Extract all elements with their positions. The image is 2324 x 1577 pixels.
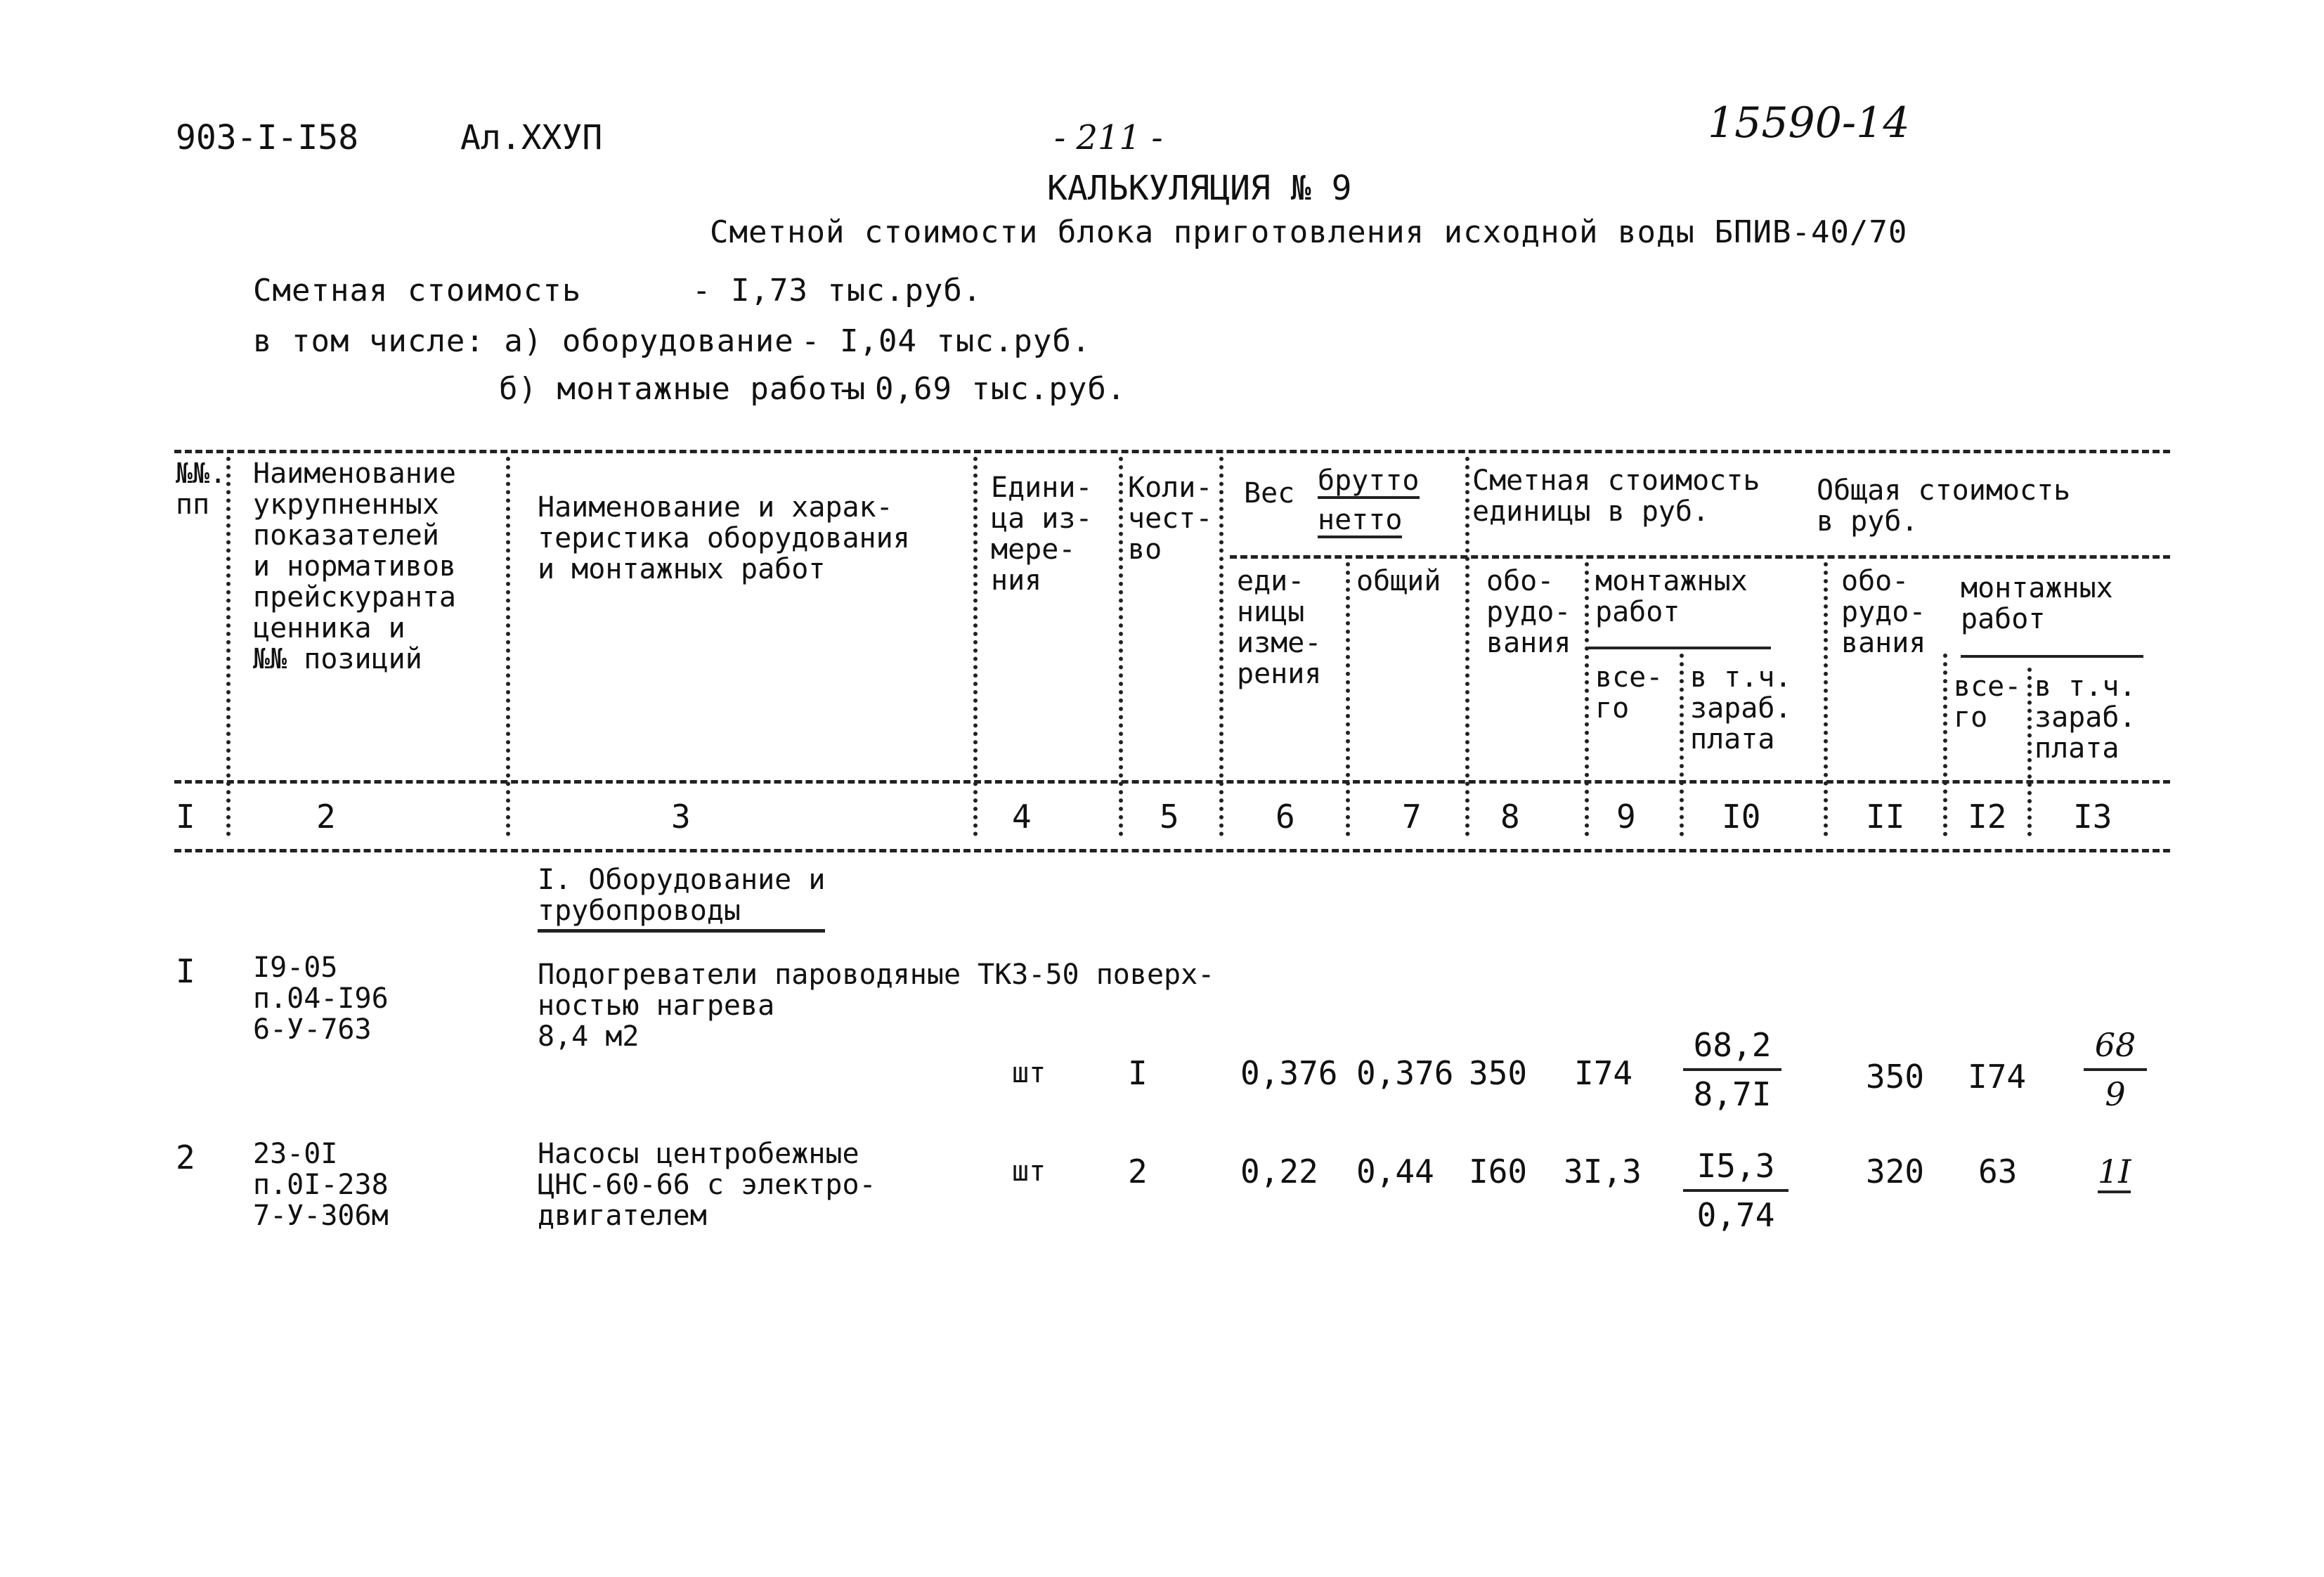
wage-denominator: 9 [2105, 1075, 2126, 1113]
header-unit-cost: Сметная стоимость единицы в руб. [1472, 465, 1760, 528]
row-total-installation-cost: I74 [1968, 1058, 2027, 1096]
header-price-reference: Наименование укрупненных показателей и нормативов прейскуранта ценника и №№ позиций [253, 457, 456, 675]
row-unit-installation-cost: 3I,3 [1564, 1153, 1642, 1190]
page-number: - 211 - [1054, 118, 1163, 157]
column-numbers-rule [174, 849, 2170, 852]
row-weight-unit: 0,376 [1240, 1054, 1338, 1092]
col-divider [506, 457, 510, 836]
column-number: 8 [1500, 798, 1520, 836]
row-equipment-name: Насосы центробежные ЦНС-60-66 с электро- двигателем [538, 1138, 876, 1232]
row-equipment-name: Подогреватели пароводяные ТКЗ-50 поверх- ностью нагрева 8,4 м2 [538, 959, 1215, 1053]
row-quantity: 2 [1128, 1153, 1148, 1190]
row-unit-installation-wage [1683, 1147, 1789, 1234]
column-number: I2 [1968, 798, 2007, 836]
row-unit-installation-cost: I74 [1574, 1054, 1633, 1092]
column-number: 2 [316, 798, 336, 836]
col-divider [973, 457, 978, 836]
row-weight-unit: 0,22 [1240, 1153, 1318, 1190]
row-weight-total: 0,44 [1356, 1153, 1434, 1190]
row-weight-total: 0,376 [1356, 1054, 1454, 1092]
header-bottom-rule [174, 780, 2170, 784]
col-divider [1119, 457, 1123, 836]
row-price-reference: 23-0I п.0I-238 7-У-306м [253, 1138, 389, 1232]
header-unit-cost-installation-wage: в т.ч. зараб. плата [1690, 661, 1792, 755]
summary-installation-value: - 0,69 тыс.руб. [836, 371, 1127, 407]
header-total-cost: Общая стоимость в руб. [1817, 474, 2071, 538]
header-subdivision-rule [1230, 555, 2170, 559]
header-weight-per-unit: еди- ницы изме- рения [1237, 565, 1322, 690]
table-top-rule [174, 450, 2170, 453]
album-number: Ал.ХХУП [460, 118, 603, 157]
header-brutto: брутто [1318, 465, 1420, 499]
col-divider [1346, 562, 1350, 836]
column-number: I [176, 798, 195, 836]
row-unit-installation-wage [1683, 1026, 1781, 1113]
column-number: 7 [1402, 798, 1422, 836]
row-total-installation-cost: 63 [1978, 1153, 2018, 1190]
row-unit: шт [1012, 1155, 1046, 1188]
document-code: 903-I-I58 [176, 118, 359, 157]
row-unit-equipment-cost: 350 [1469, 1054, 1528, 1092]
column-number: 9 [1616, 798, 1636, 836]
header-unit: Едини- ца из- мере- ния [991, 472, 1093, 597]
summary-total-value: - I,73 тыс.руб. [692, 273, 982, 309]
row-unit-equipment-cost: I60 [1469, 1153, 1528, 1190]
document-subtitle: Сметной стоимости блока приготовления исходной воды БПИВ-40/70 [710, 214, 1908, 250]
summary-equipment-value: - I,04 тыс.руб. [801, 323, 1091, 359]
header-unit-cost-equipment: обо- рудо- вания [1486, 565, 1571, 659]
summary-installation-label: б) монтажные работы [499, 371, 866, 407]
row-unit: шт [1012, 1057, 1046, 1089]
wage-denominator: 0,74 [1696, 1196, 1775, 1234]
col-divider [226, 457, 231, 836]
header-weight-total: общий [1356, 565, 1441, 597]
col-divider [2027, 668, 2032, 836]
col-divider [1824, 562, 1828, 836]
header-weight: Вес [1244, 477, 1295, 510]
column-number: 5 [1160, 798, 1179, 836]
summary-equipment-label: в том числе: а) оборудование [253, 323, 794, 359]
row-number: 2 [176, 1138, 195, 1176]
col-divider [1465, 457, 1469, 836]
header-unit-cost-installation: монтажных работ [1595, 565, 1748, 628]
col-divider [1680, 654, 1684, 836]
section-title: I. Оборудование и трубопроводы [538, 864, 825, 933]
col-divider [1943, 654, 1947, 836]
header-unit-cost-installation-total: все- го [1595, 661, 1663, 725]
header-total-cost-equipment: обо- рудо- вания [1841, 565, 1926, 659]
column-number: 4 [1012, 798, 1032, 836]
row-quantity: I [1128, 1054, 1148, 1092]
wage-numerator: I5,3 [1696, 1147, 1775, 1185]
header-quantity: Коли- чест- во [1128, 472, 1213, 566]
column-number: II [1866, 798, 1905, 836]
handwritten-inventory-number: 15590-14 [1708, 98, 1910, 148]
row-price-reference: I9-05 п.04-I96 6-У-763 [253, 952, 389, 1046]
header-row-number: №№. пп [176, 457, 227, 521]
header-netto: нетто [1318, 505, 1402, 538]
summary-total-label: Сметная стоимость [253, 273, 582, 309]
header-total-cost-installation: монтажных работ [1961, 572, 2113, 635]
column-number: I3 [2073, 798, 2112, 836]
fraction-bar [1683, 1068, 1781, 1071]
header-total-cost-installation-total: все- го [1954, 670, 2022, 734]
header-total-cost-installation-wage: в т.ч. зараб. плата [2034, 670, 2136, 765]
col-divider [1219, 457, 1223, 836]
wage-numerator: 68 [2094, 1026, 2136, 1064]
fraction-bar [2084, 1068, 2147, 1071]
column-number: I0 [1722, 798, 1761, 836]
fraction-bar [1683, 1189, 1789, 1192]
row-number: I [176, 952, 195, 990]
wage-denominator: 8,7I [1693, 1075, 1772, 1113]
row-total-equipment-cost: 350 [1866, 1058, 1925, 1096]
header-equipment-name: Наименование и харак- теристика оборудования и монтажных работ [538, 491, 910, 585]
col-divider [1585, 562, 1589, 836]
column-number: 3 [671, 798, 691, 836]
row-total-installation-wage [2084, 1026, 2147, 1113]
mount-subheader-rule [1588, 647, 1771, 649]
wage-numerator: 68,2 [1693, 1026, 1772, 1064]
column-number: 6 [1275, 798, 1295, 836]
row-total-installation-wage: 1I [2098, 1153, 2131, 1193]
document-title: КАЛЬКУЛЯЦИЯ № 9 [1047, 169, 1352, 208]
row-total-equipment-cost: 320 [1866, 1153, 1925, 1190]
mount2-subheader-rule [1961, 655, 2143, 658]
